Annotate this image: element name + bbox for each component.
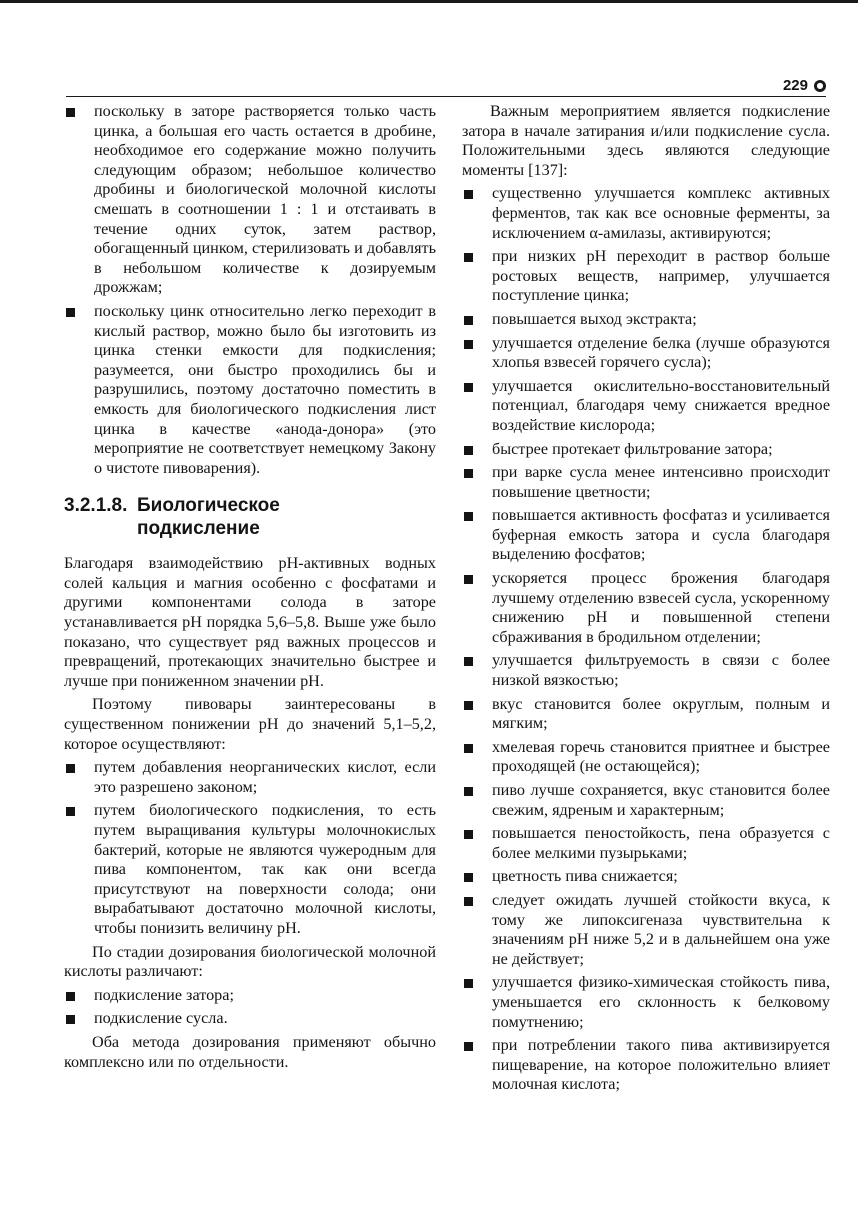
zinc-list [64,102,436,478]
list-item: повышается выход экстракта; [462,310,830,330]
list-item: существенно улучшается комплекс активных ферментов, так как все основные ферменты, за исключением α-амилазы, активируются; [462,184,830,243]
list-item: подкисление сусла. [64,1009,436,1029]
bullet-icon [66,308,75,317]
list-item: подкисление затора; [64,986,436,1006]
bullet-icon [66,1015,75,1024]
list-item: поскольку в заторе растворяется только часть цинка, а большая его часть остается в дробине, необходимое его содержание можно получить следующим образом; небольшое количество дробины и биологической молочной кислоты смешать в соотношении 1 : 1 и отстаивать в течение одних суток, затем раствор, обогащенный цинком, стерилизовать и добавлять в небольшом количестве к дозируемым дрожжам; [64,102,436,298]
left-column [64,102,436,1076]
bullet-icon [464,316,473,325]
bullet-icon [464,446,473,455]
section-title-line1: Биологическое [137,495,280,517]
page-marker-icon: ● [814,80,826,92]
bullet-icon [464,657,473,666]
list-item: улучшается физико-химическая стойкость пива, уменьшается его склонность к белковому помутнению; [462,973,830,1032]
list-item: путем добавления неорганических кислот, если это разрешено законом; [64,758,436,797]
list-item: цветность пива снижается; [462,867,830,887]
list-item: вкус становится более округлым, полным и мягким; [462,695,830,734]
list-item: пиво лучше сохраняется, вкус становится более свежим, ядреным и характерным; [462,781,830,820]
list-item: повышается пеностойкость, пена образуется с более мелкими пузырьками; [462,824,830,863]
list-item: ускоряется процесс брожения благодаря лучшему отделению взвесей сусла, ускоренному снижению pH и повышенной степени сбраживания в бродильном отделении; [462,569,830,647]
list-item: следует ожидать лучшей стойкости вкуса, к тому же липоксигеназа чувствительна к значениям pH ниже 5,2 и в дальнейшем она уже не действует; [462,891,830,969]
methods-list [64,758,436,938]
top-border-rule [0,0,858,3]
list-item: улучшается отделение белка (лучше образуются хлопья взвесей горячего сусла); [462,334,830,373]
bullet-icon [464,190,473,199]
list-item: быстрее протекает фильтрование затора; [462,440,830,460]
paragraph: По стадии дозирования биологической молочной кислоты различают: [64,942,436,981]
paragraph: Благодаря взаимодействию pH-активных водных солей кальция и магния особенно с фосфатами и другими компонентами солода в заторе устанавливается pH порядка 5,6–5,8. Выше уже было показано, что существует ряд важных процессов и превращений, протекающих значительно быстрее и лучше при пониженном значении pH. [64,554,436,690]
list-item: поскольку цинк относительно легко переходит в кислый раствор, можно было бы изготовить из цинка стенки емкости для подкисления; разумеется, они быстро проходились бы и разрушились, поэтому достаточно поместить в емкость для биологического подкисления лист цинка в качестве «анода-донора» (это мероприятие не соответствует немецкому Закону о чистоте пивоварения). [64,302,436,478]
bullet-icon [464,340,473,349]
page-number: 229 [782,77,808,94]
bullet-icon [464,383,473,392]
paragraph: Поэтому пивовары заинтересованы в существенном понижении pH до значений 5,1–5,2, которое осуществляют: [64,695,436,753]
list-item: улучшается окислительно-восстановительный потенциал, благодаря чему снижается вредное воздействие кислорода; [462,377,830,436]
bullet-icon [464,787,473,796]
section-number: 3.2.1.8. [64,495,128,517]
bullet-icon [464,1042,473,1051]
bullet-icon [66,992,75,1001]
bullet-icon [66,807,75,816]
bullet-icon [66,108,75,117]
paragraph: Важным мероприятием является подкисление затора в начале затирания и/или подкисление сусла. Положительными здесь являются следующие моменты [137]: [462,102,830,179]
list-item: при варке сусла менее интенсивно происходит повышение цветности; [462,463,830,502]
section-title-line2: подкисление [137,518,260,540]
paragraph: Оба метода дозирования применяют обычно комплексно или по отдельности. [64,1032,436,1071]
running-head [66,78,826,97]
bullet-icon [464,512,473,521]
bullet-icon [464,897,473,906]
bullet-icon [464,701,473,710]
list-item: повышается активность фосфатаз и усиливается буферная емкость затора и сусла благодаря выделению фосфатов; [462,506,830,565]
list-item: при потреблении такого пива активизируется пищеварение, на которое положительно влияет молочная кислота; [462,1036,830,1095]
bullet-icon [464,873,473,882]
section-heading [64,494,436,540]
bullet-icon [66,764,75,773]
bullet-icon [464,979,473,988]
stages-list [64,986,436,1029]
right-column [462,102,830,1099]
benefits-list [462,184,830,1095]
list-item: улучшается фильтруемость в связи с более низкой вязкостью; [462,651,830,690]
bullet-icon [464,253,473,262]
bullet-icon [464,830,473,839]
list-item: при низких pH переходит в раствор больше ростовых веществ, например, улучшается поступление цинка; [462,247,830,306]
bullet-icon [464,575,473,584]
list-item: хмелевая горечь становится приятнее и быстрее проходящей (не остающейся); [462,738,830,777]
list-item: путем биологического подкисления, то есть путем выращивания культуры молочнокислых бактерий, которые не являются чужеродным для пива компонентом, так как они всегда присутствуют на поверхности солода; они вырабатывают достаточно молочной кислоты, чтобы понизить величину pH. [64,801,436,938]
bullet-icon [464,744,473,753]
bullet-icon [464,469,473,478]
